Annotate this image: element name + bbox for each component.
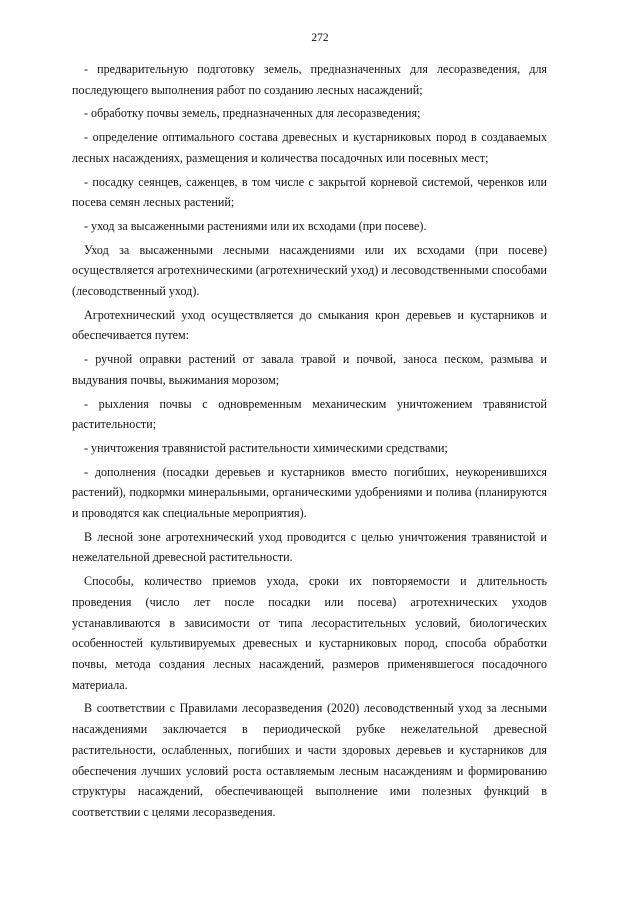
list-item-plant-care: - уход за высаженными растениями или их всходами (при посеве). xyxy=(84,218,427,233)
paragraph-care-methods: Уход за высаженными лесными насаждениями или их всходами (при посеве) осуществляется агротехническими (агротехнический уход) и лесоводственными способами (лесоводственный уход). xyxy=(72,242,547,299)
list-item-supplementation: - дополнения (посадки деревьев и кустарников вместо погибших, неукоренившихся растений), подкормки минеральными, органическими удобрениями и полива (планируются и проводятся как специальные мероприятия). xyxy=(72,464,547,521)
list-item-manual-straightening: - ручной оправки растений от завала травой и почвой, заноса песком, размыва и выдувания почвы, выжимания морозом; xyxy=(72,352,547,387)
paragraph-silvicultural-care: В соответствии с Правилами лесоразведения (2020) лесоводственный уход за лесными насаждениями заключается в периодической рубке нежелательной древесной растительности, ослабленных, погибших и части здоровых деревьев и кустарников для обеспечения лучших условий роста оставляемым лесным насаждениям и формированию структуры насаждений, обеспечивающей выполнение ими полезных функций в соответствии с целями лесоразведения. xyxy=(72,701,547,819)
list-item-species-composition: - определение оптимального состава древесных и кустарниковых пород в создаваемых лесных насаждениях, размещения и количества посадочных или посевных мест; xyxy=(72,130,547,165)
paragraph-agrotechnical-care: Агротехнический уход осуществляется до смыкания крон деревьев и кустарников и обеспечивается путем: xyxy=(72,307,547,343)
paragraph-care-schedule: Способы, количество приемов ухода, сроки их повторяемости и длительность проведения (число лет после посадки или посева) агротехнических уходов устанавливаются в зависимости от типа лесорастительных условий, биологических особенностей культивируемых древесных и кустарниковых пород, способа обработки почвы, метода создания лесных насаждений, размеров применявшегося посадочного материала. xyxy=(72,574,547,692)
list-item-land-preparation: - предварительную подготовку земель, предназначенных для лесоразведения, для последующего выполнения работ по созданию лесных насаждений; xyxy=(72,62,547,97)
list-item-planting: - посадку сеянцев, саженцев, в том числе с закрытой корневой системой, черенков или посева семян лесных растений; xyxy=(72,174,547,210)
page-body xyxy=(72,59,547,826)
list-item-soil-treatment: - обработку почвы земель, предназначенных для лесоразведения; xyxy=(84,106,421,121)
page-number: 272 xyxy=(311,32,329,44)
list-item-loosening: - рыхления почвы с одновременным механическим уничтожением травянистой растительности; xyxy=(72,396,547,432)
paragraph-forest-zone: В лесной зоне агротехнический уход проводится с целью уничтожения травянистой и нежелательной древесной растительности. xyxy=(72,529,547,565)
list-item-chemical-control: - уничтожения травянистой растительности химическими средствами; xyxy=(84,440,448,455)
